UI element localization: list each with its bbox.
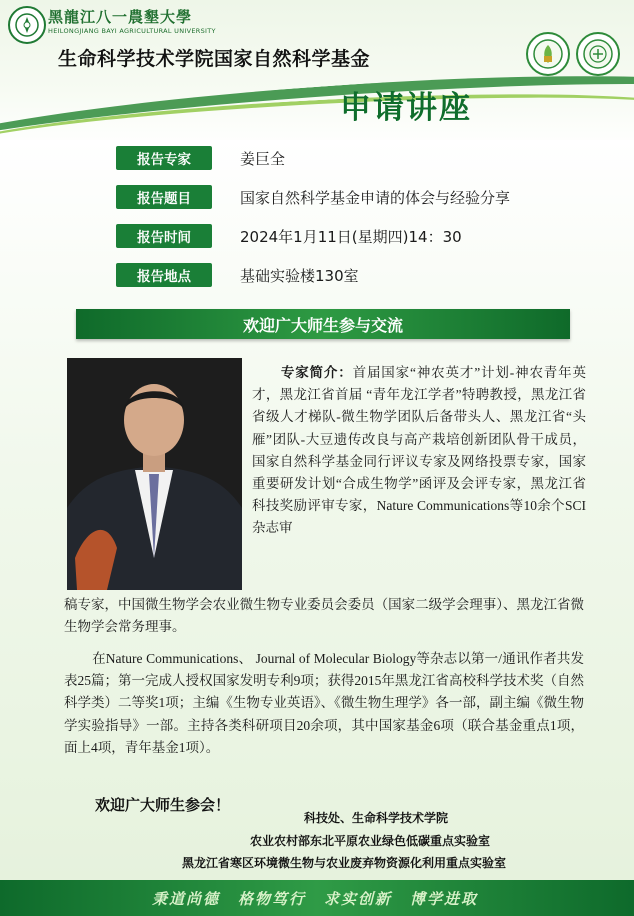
bio-paragraph-1 (252, 362, 586, 540)
organizer-1: 科技处、生命科学技术学院 (304, 811, 449, 825)
info-value-time: 2024年1月11日(星期四)14：30 (240, 227, 462, 246)
poster-subtitle: 申请讲座 (340, 90, 472, 126)
organizer-3: 黑龙江省寒区环境微生物与农业废弃物资源化利用重点实验室 (182, 856, 507, 870)
info-value-speaker: 姜巨全 (240, 149, 286, 168)
university-name-cn: 黑龍江八一農墾大學 (48, 8, 193, 26)
motto-4: 博学进取 (410, 889, 479, 908)
invitation-text: 欢迎广大师生参会！ (95, 796, 231, 814)
motto-2: 格物笃行 (238, 889, 307, 908)
info-row-time (116, 224, 462, 248)
info-label-location: 报告地点 (116, 263, 212, 287)
info-value-location: 基础实验楼130室 (240, 266, 359, 285)
info-value-topic: 国家自然科学基金申请的体会与经验分享 (240, 188, 511, 207)
bio-text-2: 在Nature Communications、 Journal of Molecular Biology等杂志以第一/通讯作者共发表25篇；第一完成人授权国家发明专利9项；获得2015年黑龙江省高校科学技术奖（自然科学类）二等奖1项；主编《生物专业英语》、《微生物生理学》各一部，副主编《微生物学实验指导》一部。主持各类科研项目20余项，其中国家基金6项（联合基金重点1项，面上4项，青年基金1项）。 (64, 651, 584, 755)
poster-title: 生命科学技术学院国家自然科学基金 (58, 48, 371, 70)
motto-3: 求实创新 (324, 889, 393, 908)
bio-label: 专家简介： (280, 365, 353, 380)
organizer-2: 农业农村部东北平原农业绿色低碳重点实验室 (250, 834, 491, 848)
lab-badge-icon (526, 32, 570, 76)
institute-badge-icon (576, 32, 620, 76)
info-row-topic (116, 185, 510, 209)
info-label-topic: 报告题目 (116, 185, 212, 209)
footer-motto-bar (0, 880, 634, 916)
bio-paragraph-2 (64, 648, 584, 759)
info-row-location (116, 263, 359, 287)
info-row-speaker (116, 146, 285, 170)
info-label-time: 报告时间 (116, 224, 212, 248)
welcome-banner: 欢迎广大师生参与交流 (76, 309, 570, 339)
speaker-photo (67, 358, 242, 590)
university-seal-icon (8, 6, 46, 44)
motto-1: 秉道尚德 (152, 889, 221, 908)
bio-paragraph-1-continued: 稿专家，中国微生物学会农业微生物专业委员会委员（国家二级学会理事）、黑龙江省微生物学会常务理事。 (64, 597, 584, 635)
info-label-speaker: 报告专家 (116, 146, 212, 170)
bio-text-narrow: 首届国家“神农英才”计划-神农青年英才，黑龙江省首届 “青年龙江学者”特聘教授，黑龙江省省级人才梯队-微生物学团队后备带头人、黑龙江省“头雁”团队-大豆遗传改良与高产栽培创新团队骨干成员，国家自然科学基金同行评议专家及网络投票专家，国家重要研发计划“合成生物学”函评及会评专家，黑龙江省科技奖励评审专家，Nature Communications等10余个SCI杂志审 (252, 365, 586, 536)
university-name-en: HEILONGJIANG BAYI AGRICULTURAL UNIVERSITY (48, 27, 216, 35)
